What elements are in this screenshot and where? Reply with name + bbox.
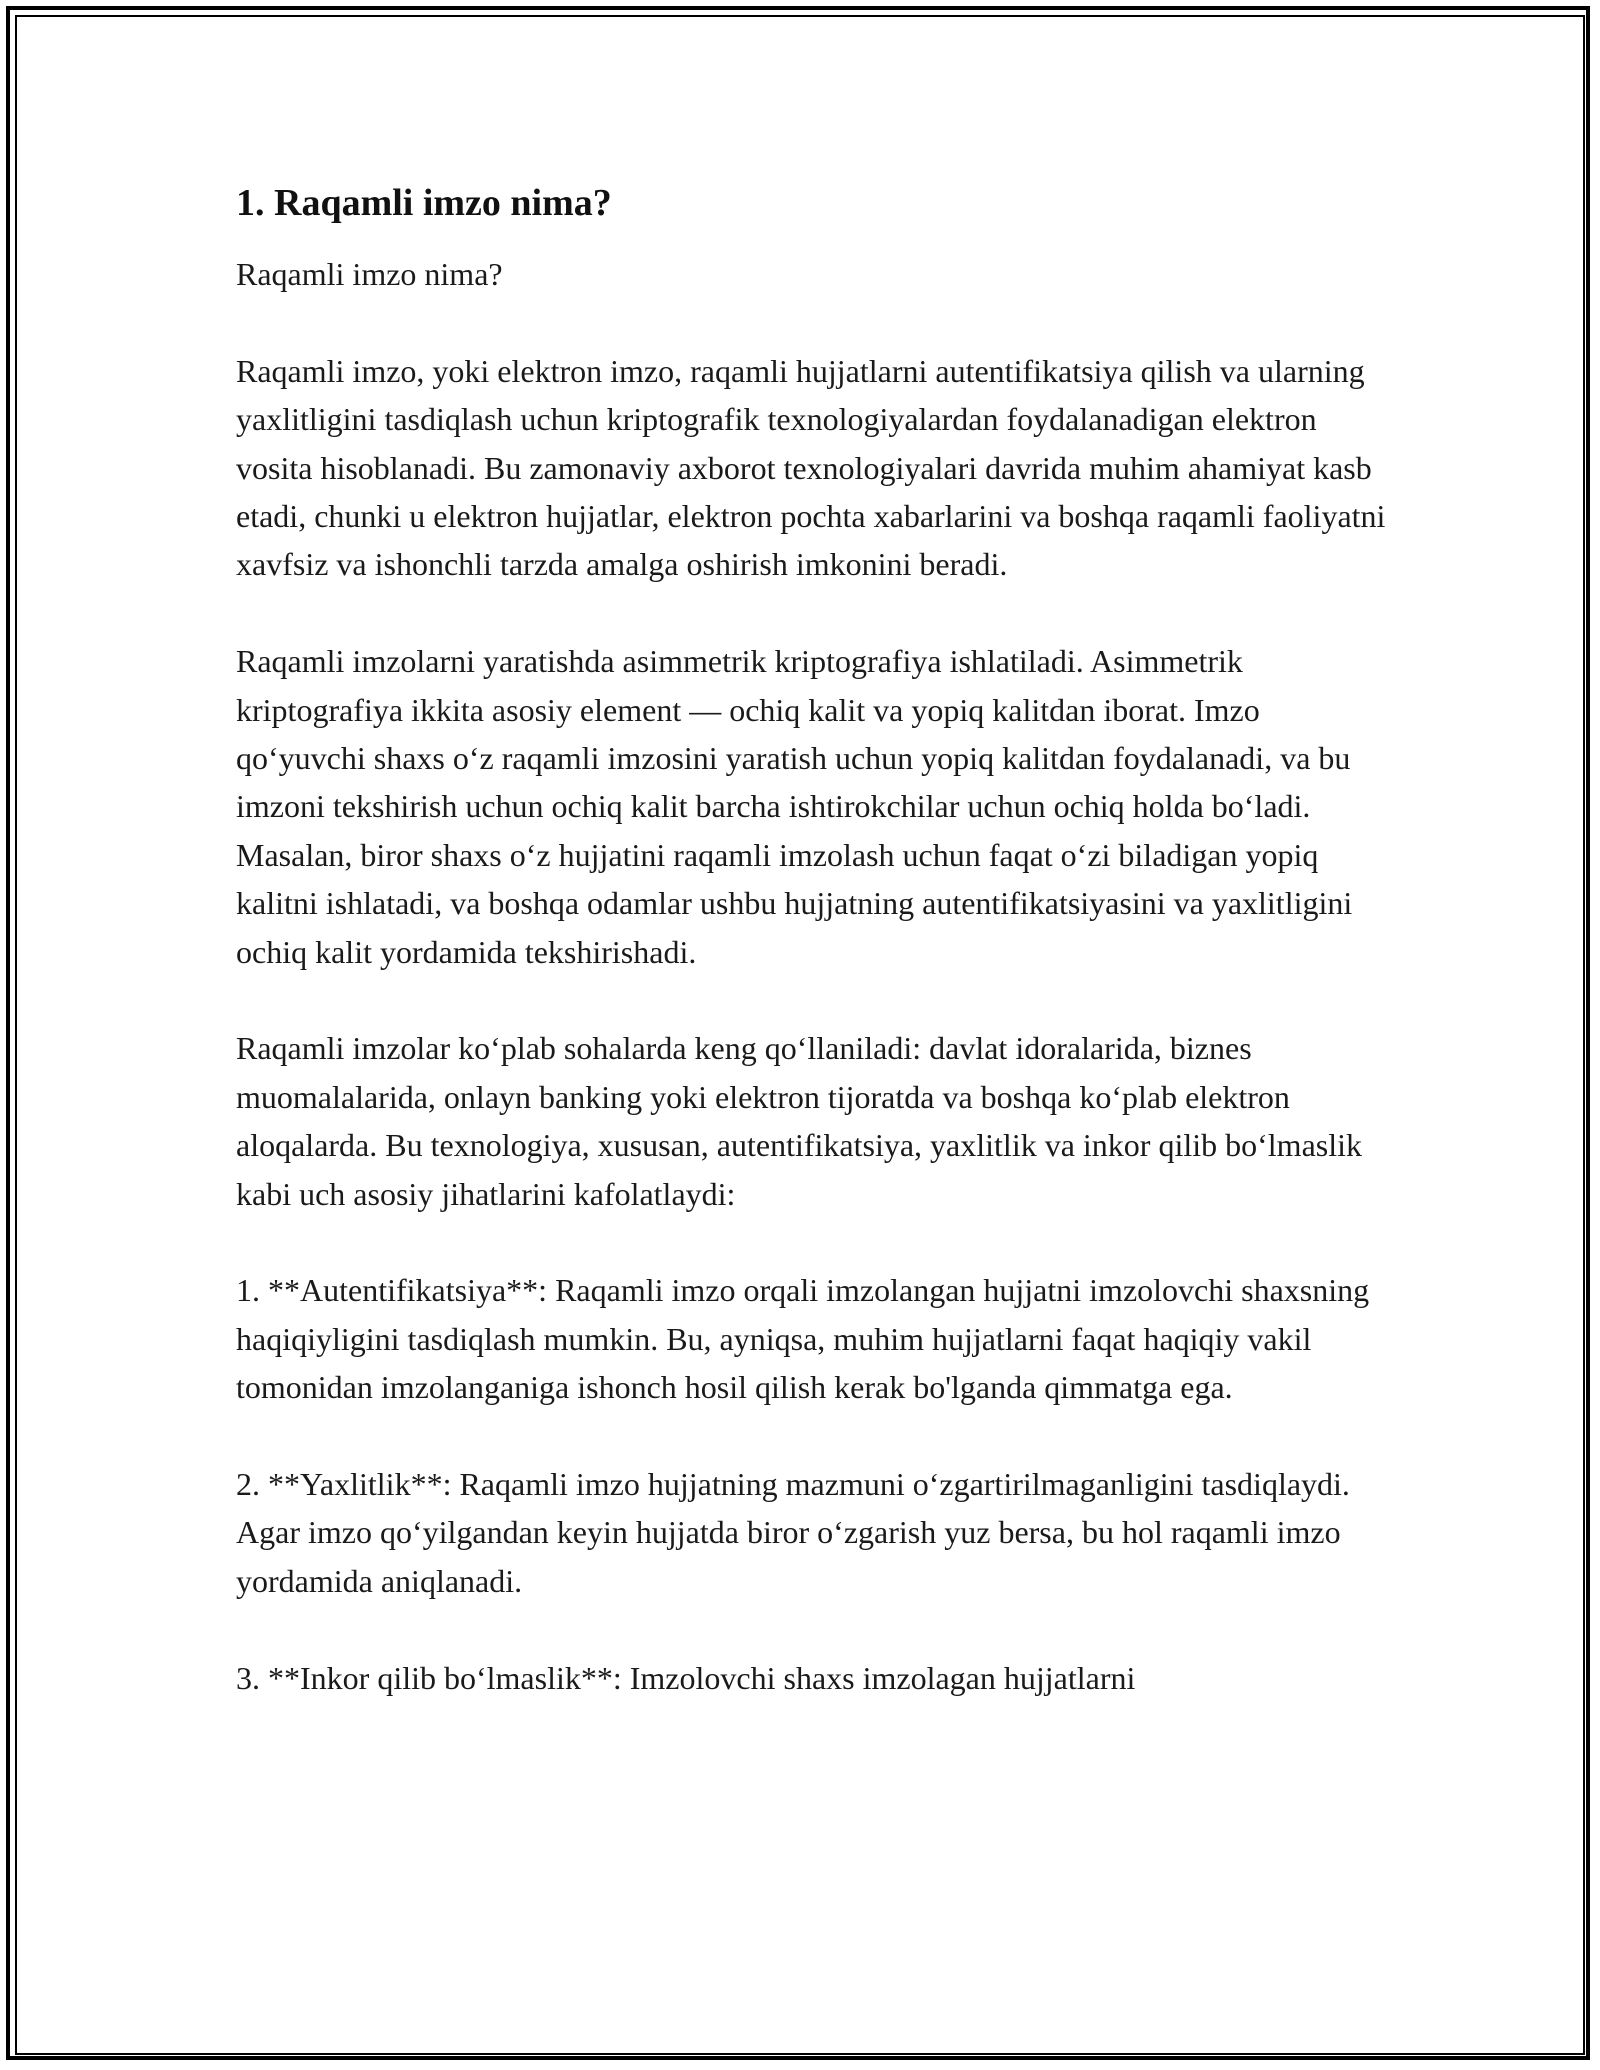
document-body	[236, 180, 1386, 1750]
document-heading: 1. Raqamli imzo nima?	[236, 182, 612, 224]
paragraph-intro: Raqamli imzo, yoki elektron imzo, raqamli hujjatlarni autentifikatsiya qilish va ularning yaxlitligini tasdiqlash uchun kriptografik texnologiyalardan foydalanadigan elektron vosita hisoblanadi. Bu zamonaviy axborot texnologiyalari davrida muhim ahamiyat kasb etadi, chunki u elektron hujjatlar, elektron pochta xabarlarini va boshqa raqamli faoliyatni xavfsiz va ishonchli tarzda amalga oshirish imkonini beradi.	[236, 352, 1386, 583]
list-item-integrity: 2. **Yaxlitlik**: Raqamli imzo hujjatning mazmuni o‘zgartirilmaganligini tasdiqlaydi. Agar imzo qo‘yilgandan keyin hujjatda biror o‘zgarish yuz bersa, bu hol raqamli imzo yordamida aniqlanadi.	[236, 1466, 1350, 1599]
list-item-non-repudiation: 3. **Inkor qilib bo‘lmaslik**: Imzolovchi shaxs imzolagan hujjatlarni	[236, 1659, 1136, 1696]
list-item-authentication: 1. **Autentifikatsiya**: Raqamli imzo orqali imzolangan hujjatni imzolovchi shaxsning haqiqiyligini tasdiqlash mumkin. Bu, ayniqsa, muhim hujjatlarni faqat haqiqiy vakil tomonidan imzolanganiga ishonch hosil qilish kerak bo'lganda qimmatga ega.	[236, 1272, 1370, 1406]
paragraph-asymmetric-crypto: Raqamli imzolarni yaratishda asimmetrik kriptografiya ishlatiladi. Asimmetrik kriptografiya ikkita asosiy element — ochiq kalit va yopiq kalitdan iborat. Imzo qo‘yuvchi shaxs o‘z raqamli imzosini yaratish uchun yopiq kalitdan foydalanadi, va bu imzoni tekshirish uchun ochiq kalit barcha ishtirokchilar uchun ochiq holda bo‘ladi. Masalan, biror shaxs o‘z hujjatini raqamli imzolash uchun faqat o‘zi biladigan yopiq kalitni ishlatadi, va boshqa odamlar ushbu hujjatning autentifikatsiyasini va yaxlitligini ochiq kalit yordamida tekshirishadi.	[236, 643, 1353, 970]
document-subtitle: Raqamli imzo nima?	[236, 256, 503, 292]
paragraph-applications: Raqamli imzolar ko‘plab sohalarda keng qo‘llaniladi: davlat idoralarida, biznes muomalalarida, onlayn banking yoki elektron tijoratda va boshqa ko‘plab elektron aloqalarda. Bu texnologiya, xususan, autentifikatsiya, yaxlitlik va inkor qilib bo‘lmaslik kabi uch asosiy jihatlarini kafolatlaydi:	[236, 1030, 1362, 1212]
